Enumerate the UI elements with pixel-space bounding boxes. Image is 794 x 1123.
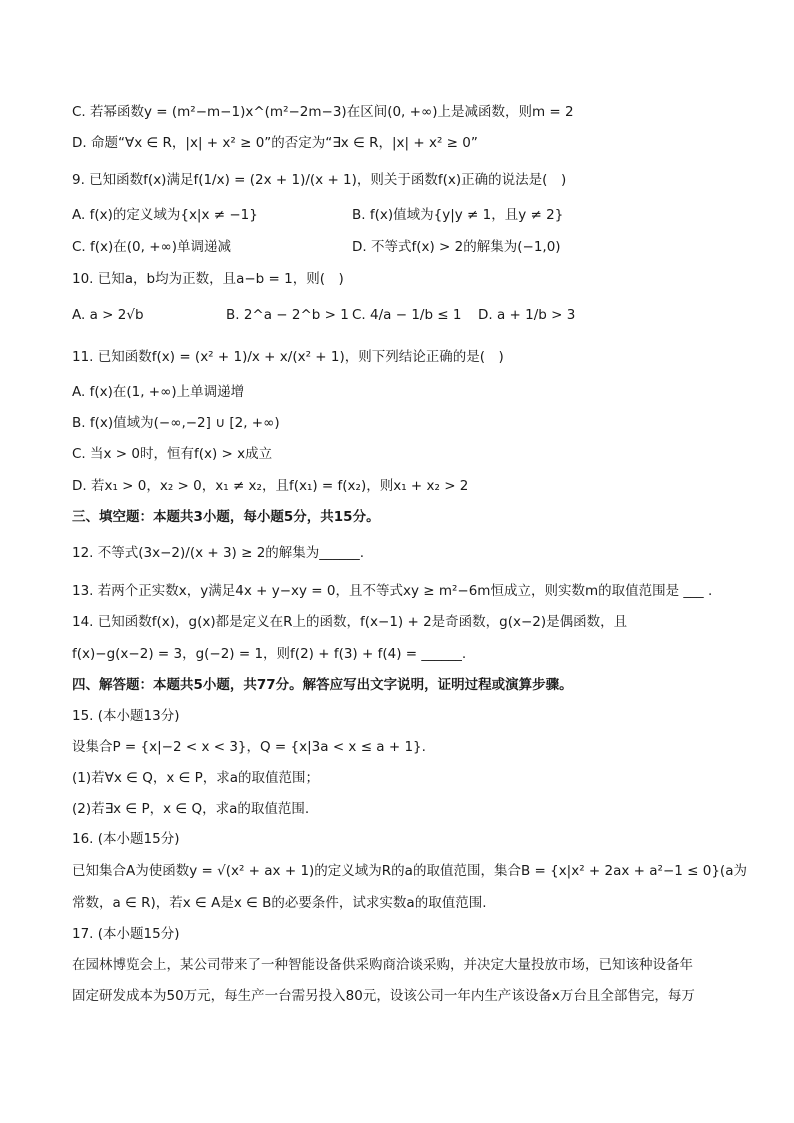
question-17-line2: 固定研发成本为50万元，每生产一台需另投入80元，设该公司一年内生产该设备x万台且全部售完，每万 (72, 988, 695, 1004)
question-14-line1: 14. 已知函数f(x)，g(x)都是定义在R上的函数，f(x−1) + 2是奇函数，g(x−2)是偶函数，且 (72, 614, 628, 630)
option-10b: B. 2^a − 2^b > 1 (226, 307, 349, 323)
question-15-header: 15. (本小题13分) (72, 708, 180, 724)
option-11c: C. 当x > 0时，恒有f(x) > x成立 (72, 446, 273, 462)
question-13: 13. 若两个正实数x，y满足4x + y−xy = 0，且不等式xy ≥ m²−6m恒成立，则实数m的取值范围是 ___ . (72, 583, 713, 599)
question-10: 10. 已知a，b均为正数，且a−b = 1，则( ) (72, 271, 344, 287)
question-15-part1: (1)若∀x ∈ Q，x ∈ P，求a的取值范围； (72, 770, 320, 786)
question-9: 9. 已知函数f(x)满足f(1/x) = (2x + 1)/(x + 1)，则关于函数f(x)正确的说法是( ) (72, 172, 567, 188)
option-9a: A. f(x)的定义域为{x|x ≠ −1} (72, 207, 258, 223)
option-8d: D. 命题“∀x ∈ R，|x| + x² ≥ 0”的否定为“∃x ∈ R，|x| + x² ≥ 0” (72, 135, 478, 151)
option-8c: C. 若幂函数y = (m²−m−1)x^(m²−2m−3)在区间(0, +∞)上是减函数，则m = 2 (72, 104, 574, 120)
question-15-part2: (2)若∃x ∈ P，x ∈ Q，求a的取值范围. (72, 801, 310, 817)
section-three-heading: 三、填空题：本题共3小题，每小题5分，共15分。 (72, 509, 380, 525)
question-12: 12. 不等式(3x−2)/(x + 3) ≥ 2的解集为______. (72, 545, 365, 561)
question-14-line2: f(x)−g(x−2) = 3，g(−2) = 1，则f(2) + f(3) + f(4) = ______. (72, 646, 467, 662)
question-17-header: 17. (本小题15分) (72, 926, 180, 942)
option-10a: A. a > 2√b (72, 307, 144, 323)
option-9b: B. f(x)值域为{y|y ≠ 1，且y ≠ 2} (352, 207, 564, 223)
option-10d: D. a + 1/b > 3 (478, 307, 576, 323)
section-four-heading: 四、解答题：本题共5小题，共77分。解答应写出文字说明，证明过程或演算步骤。 (72, 677, 573, 693)
option-9c: C. f(x)在(0, +∞)单调递减 (72, 239, 232, 255)
question-16-line2: 常数，a ∈ R)，若x ∈ A是x ∈ B的必要条件，试求实数a的取值范围. (72, 895, 487, 911)
option-11a: A. f(x)在(1, +∞)上单调递增 (72, 384, 245, 400)
question-16-line1: 已知集合A为使函数y = √(x² + ax + 1)的定义域为R的a的取值范围，集合B = {x|x² + 2ax + a²−1 ≤ 0}(a为 (72, 863, 747, 879)
question-16-header: 16. (本小题15分) (72, 831, 180, 847)
option-9d: D. 不等式f(x) > 2的解集为(−1,0) (352, 239, 561, 255)
question-15-stem: 设集合P = {x|−2 < x < 3}，Q = {x|3a < x ≤ a + 1}. (72, 739, 426, 755)
option-11d: D. 若x₁ > 0，x₂ > 0，x₁ ≠ x₂，且f(x₁) = f(x₂)，则x₁ + x₂ > 2 (72, 478, 469, 494)
question-17-line1: 在园林博览会上，某公司带来了一种智能设备供采购商洽谈采购，并决定大量投放市场，已知该种设备年 (72, 957, 693, 973)
question-11: 11. 已知函数f(x) = (x² + 1)/x + x/(x² + 1)，则下列结论正确的是( ) (72, 349, 504, 365)
option-10c: C. 4/a − 1/b ≤ 1 (352, 307, 462, 323)
option-11b: B. f(x)值域为(−∞,−2] ∪ [2, +∞) (72, 415, 280, 431)
